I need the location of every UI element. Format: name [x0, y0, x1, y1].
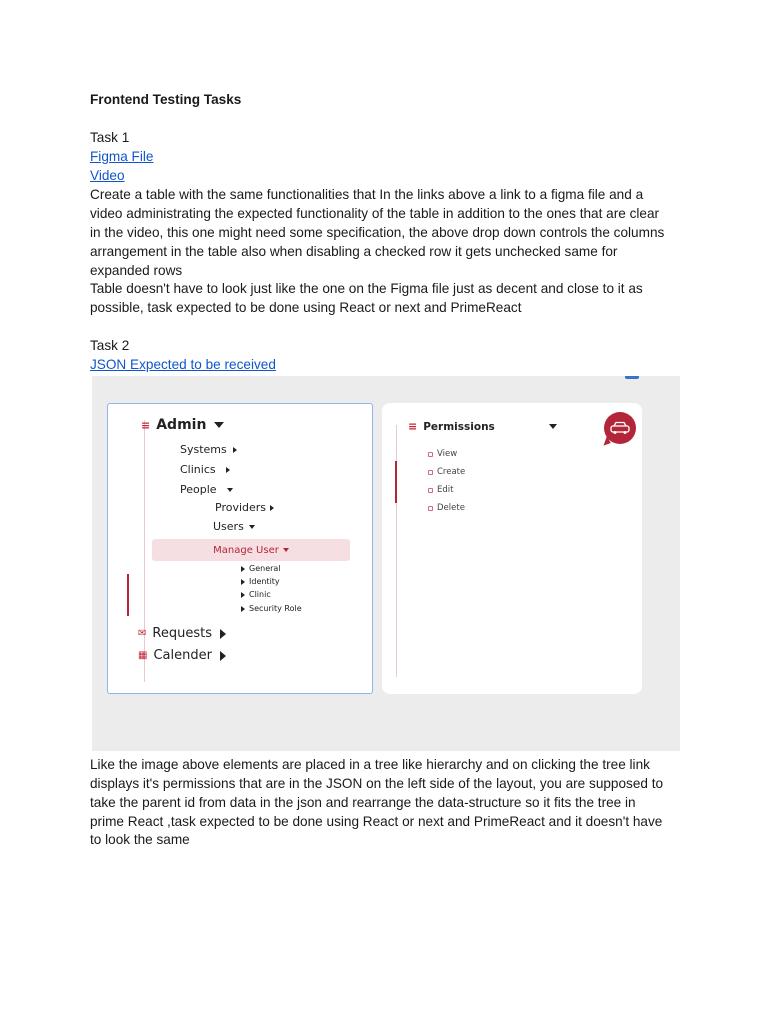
tree-node-providers[interactable]: Providers [215, 501, 274, 514]
task2-heading: Task 2 [90, 338, 130, 353]
task1-heading: Task 1 [90, 130, 130, 145]
chevron-right-icon [233, 447, 237, 453]
permission-item-view[interactable]: View [428, 449, 457, 459]
permissions-panel [382, 403, 642, 694]
calendar-icon: ▦ [138, 650, 148, 661]
chevron-right-icon [220, 629, 226, 639]
tree-panel [107, 403, 373, 694]
tree-node-admin[interactable]: ≡ Admin [141, 417, 224, 433]
task1-paragraph-line: possible, task expected to be done using React or next and PrimeReact [90, 300, 522, 315]
permission-item-create[interactable]: Create [428, 467, 465, 477]
chevron-right-icon [241, 566, 245, 572]
chevron-right-icon [220, 651, 226, 661]
task2-paragraph-line: prime React ,task expected to be done using React or next and PrimeReact and it doesn't have [90, 814, 663, 829]
video-link[interactable]: Video [90, 168, 125, 183]
tree-node-requests[interactable]: ✉ Requests [138, 626, 226, 641]
car-chat-logo-icon [604, 412, 636, 444]
permissions-dropdown[interactable]: ≡ Permissions [408, 420, 557, 433]
chevron-right-icon [241, 579, 245, 585]
tree-node-clinics[interactable]: Clinics [180, 463, 230, 476]
requests-icon: ✉ [138, 628, 147, 639]
tree-node-users[interactable]: Users [213, 520, 255, 533]
chevron-right-icon [226, 467, 230, 473]
chevron-down-icon [549, 424, 557, 429]
doc-title: Frontend Testing Tasks [90, 92, 242, 107]
chevron-right-icon [241, 592, 245, 598]
tree-leaf-identity[interactable]: Identity [241, 577, 280, 586]
task2-paragraph-line: Like the image above elements are placed in a tree like hierarchy and on clicking the tree link [90, 757, 650, 772]
checkbox-icon [428, 488, 433, 493]
tree-leaf-security-role[interactable]: Security Role [241, 604, 302, 613]
tree-leaf-general[interactable]: General [241, 564, 281, 573]
task2-paragraph-line: take the parent id from data in the json and rearrange the data-structure so it fits the tree in [90, 795, 636, 810]
car-icon [610, 421, 630, 435]
figma-file-link[interactable]: Figma File [90, 149, 154, 164]
checkbox-icon [428, 506, 433, 511]
task1-paragraph-line: expanded rows [90, 263, 183, 278]
json-link[interactable]: JSON Expected to be received [90, 357, 276, 372]
tree-node-manage-user[interactable]: Manage User [152, 539, 350, 561]
checkbox-icon [428, 470, 433, 475]
task1-paragraph-line: video administrating the expected functionality of the table in addition to the ones that are clear [90, 206, 660, 221]
scrollbar-mark [625, 376, 639, 379]
permissions-active-indicator [395, 461, 397, 503]
checkbox-icon [428, 452, 433, 457]
task2-paragraph-line: displays it's permissions that are in the JSON on the left side of the layout, you are supposed to [90, 776, 664, 791]
task2-paragraph-line: to look the same [90, 832, 190, 847]
chevron-right-icon [241, 606, 245, 612]
chevron-down-icon [227, 488, 233, 492]
embedded-screenshot [92, 376, 680, 751]
task1-paragraph-line: in the video, this one might need some specification, the above drop down controls the columns [90, 225, 665, 240]
active-indicator [127, 574, 129, 616]
task1-paragraph-line: arrangement in the table also when disabling a checked row it gets unchecked same for [90, 244, 618, 259]
filter-icon: ≡ [408, 420, 418, 433]
filter-icon: ≡ [141, 418, 151, 432]
tree-node-people[interactable]: People [180, 483, 233, 496]
tree-guide-line [144, 420, 145, 682]
chevron-right-icon [270, 505, 274, 511]
task1-paragraph-line: Table doesn't have to look just like the one on the Figma file just as decent and close to it as [90, 281, 643, 296]
permission-item-delete[interactable]: Delete [428, 503, 465, 513]
task1-paragraph-line: Create a table with the same functionalities that In the links above a link to a figma file and a [90, 187, 644, 202]
chevron-down-icon [283, 548, 289, 552]
chevron-down-icon [214, 422, 224, 428]
tree-node-systems[interactable]: Systems [180, 443, 237, 456]
permission-item-edit[interactable]: Edit [428, 485, 453, 495]
chevron-down-icon [249, 525, 255, 529]
tree-leaf-clinic[interactable]: Clinic [241, 590, 271, 599]
tree-node-calender[interactable]: ▦ Calender [138, 648, 226, 663]
